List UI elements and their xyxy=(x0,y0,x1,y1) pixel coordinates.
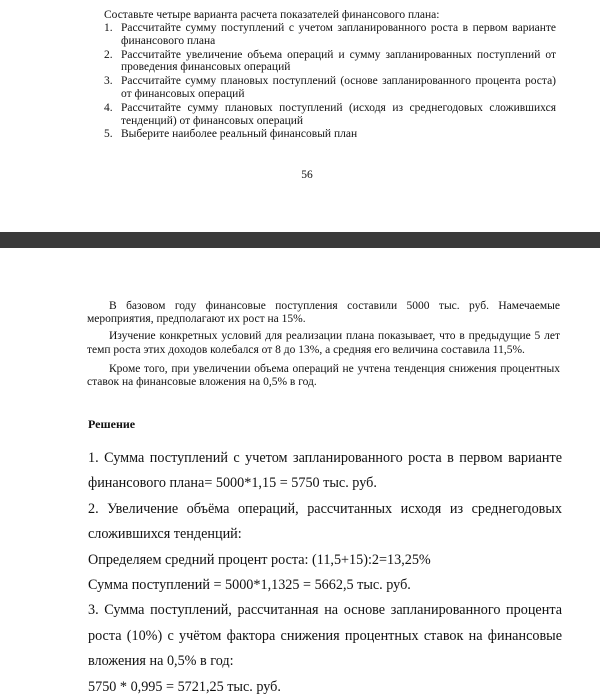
task-number: 2. xyxy=(104,48,113,61)
task-text: Рассчитайте увеличение объема операций и сумму запланированных поступлений от проведения финансовых операций xyxy=(121,48,556,74)
solution-step-2: 2. Увеличение объёма операций, рассчитанных исходя из среднегодовых сложившихся тенденций: xyxy=(88,500,562,543)
task-text: Рассчитайте сумму плановых поступлений (исходя из среднегодовых сложившихся тенденций) от финансовых операций xyxy=(121,101,556,127)
task-item xyxy=(104,75,556,101)
page-number: 56 xyxy=(301,169,313,181)
task-item xyxy=(104,128,556,141)
solution-step-1: 1. Сумма поступлений с учетом запланированного роста в первом варианте финансового плана= 5000*1,15 = 5750 тыс. руб. xyxy=(88,450,562,492)
condition-paragraph: Кроме того, при увеличении объема операций не учтена тенденция снижения процентных ставок на финансовые вложения на 0,5% в год. xyxy=(87,362,560,389)
task-number: 3. xyxy=(104,75,113,88)
problem-condition xyxy=(87,300,560,389)
task-text: Рассчитайте сумму плановых поступлений (основе запланированного процента роста) от финансовых операций xyxy=(121,75,556,100)
solution-body xyxy=(88,446,562,700)
condition-paragraph: В базовом году финансовые поступления составили 5000 тыс. руб. Намечаемые мероприятия, предполагают их рост на 15%. xyxy=(87,300,560,326)
solution-heading: Решение xyxy=(88,417,136,431)
task-item xyxy=(104,22,556,48)
condition-paragraph: Изучение конкретных условий для реализации плана показывает, что в предыдущие 5 лет темп роста этих доходов колебался от 8 до 13%, а средняя его величина составила 11,5%. xyxy=(87,330,560,356)
task-list xyxy=(104,22,556,142)
task-intro: Составьте четыре варианта расчета показателей финансового плана: xyxy=(104,9,440,21)
task-number: 5. xyxy=(104,128,113,141)
task-text: Рассчитайте сумму поступлений с учетом запланированного роста в первом варианте финансового плана xyxy=(121,22,556,47)
solution-step-2-average: Определяем средний процент роста: (11,5+15):2=13,25% xyxy=(88,551,431,568)
solution-step-3-result: 5750 * 0,995 = 5721,25 тыс. руб. xyxy=(88,678,281,695)
task-item xyxy=(104,102,556,128)
page-separator xyxy=(0,232,600,248)
solution-step-3: 3. Сумма поступлений, рассчитанная на основе запланированного процента роста (10%) с учётом фактора снижения процентных ставок на финансовые вложения на 0,5% в год: xyxy=(88,602,562,670)
task-number: 1. xyxy=(104,22,113,34)
task-item xyxy=(104,49,556,75)
solution-step-2-sum: Сумма поступлений = 5000*1,1325 = 5662,5 тыс. руб. xyxy=(88,577,411,594)
task-text: Выберите наиболее реальный финансовый план xyxy=(121,128,358,141)
task-number: 4. xyxy=(104,101,113,114)
